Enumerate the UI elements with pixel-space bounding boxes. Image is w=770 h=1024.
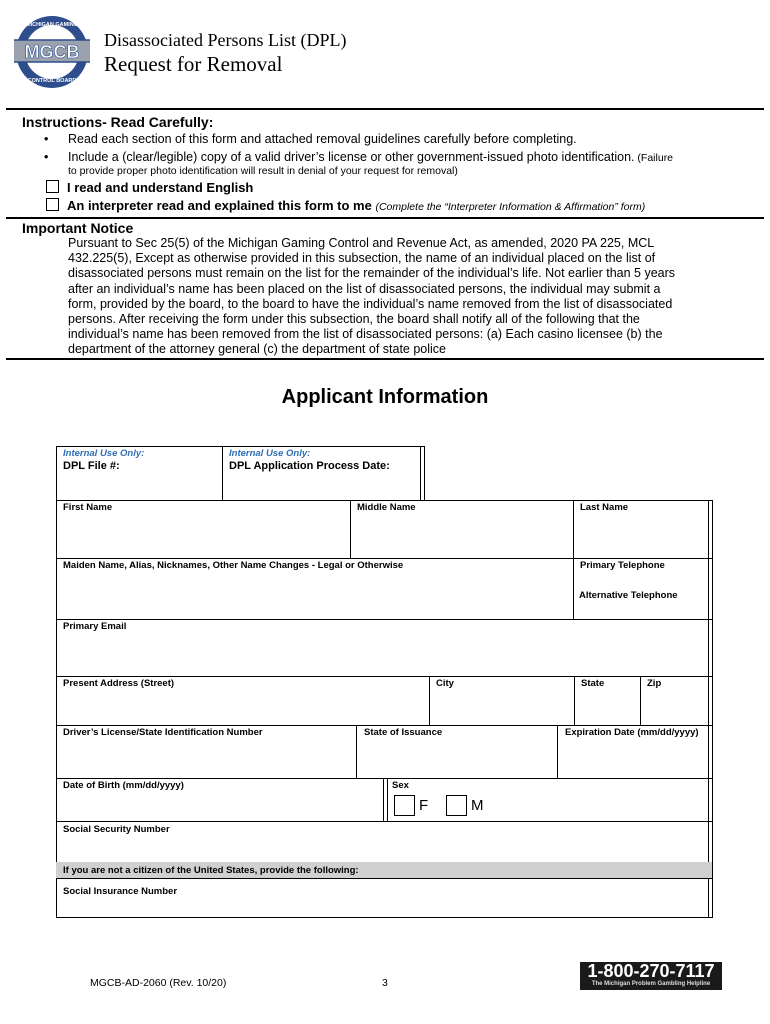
interpreter-checkbox[interactable] [46,198,59,211]
row-line [56,821,713,822]
bullet-text: Read each section of this form and attached removal guidelines carefully before completing. [68,132,577,146]
dpl-process-date-label: DPL Application Process Date: [229,460,390,472]
col-line [574,676,575,725]
state-issuance-label: State of Issuance [364,727,443,738]
english-checkbox[interactable] [46,180,59,193]
notice-line: persons. After receiving the form under this subsection, the board shall notify all of the following that the [68,312,640,327]
first-name-label: First Name [63,502,113,513]
col-line [350,500,351,558]
instructions-divider [6,217,764,219]
city-label: City [436,678,454,689]
col-line [383,778,384,821]
dpl-file-label: DPL File #: [63,460,120,472]
zip-label: Zip [647,678,662,689]
notice-heading: Important Notice [22,220,134,236]
citizen-note: If you are not a citizen of the United States, provide the following: [63,865,359,876]
bullet-glyph: • [44,150,49,164]
mgcb-logo [14,14,90,90]
notice-line: disassociated persons must remain on the list for the remainder of the individual’s life. Not earlier than 5 years [68,266,676,281]
form-left-border [56,446,57,918]
address-label: Present Address (Street) [63,678,175,689]
helpline-badge [580,962,722,990]
row-line [56,619,713,620]
internal-right-border [420,446,421,500]
maiden-name-label: Maiden Name, Alias, Nicknames, Other Name Changes - Legal or Otherwise [63,560,404,571]
row-line [56,778,713,779]
logo-main-text: MGCB [24,42,80,62]
col-line [557,725,558,778]
col-line [640,676,641,725]
bullet-note: (Failure [634,152,674,164]
form-bottom-border [56,917,713,918]
row-line [56,558,713,559]
notice-line: individual’s name has been removed from the list of disassociated persons: (a) Each casino licensee (b) the [68,327,663,342]
logo-bottom-text: CONTROL BOARD [27,78,77,84]
bullet-glyph: • [44,132,49,146]
col-line [356,725,357,778]
primary-phone-label: Primary Telephone [580,560,665,571]
form-id: MGCB-AD-2060 (Rev. 10/20) [90,977,227,989]
header-divider [6,108,764,110]
interpreter-note: (Complete the “Interpreter Information & Affirmation” form) [375,201,646,213]
notice-line: form, provided by the board, to the board to have the individual’s name removed from the list of disassociated [68,296,673,311]
notice-text [68,236,708,358]
row-line [56,878,713,879]
sex-m-checkbox[interactable] [446,795,467,816]
page-number: 3 [382,977,388,989]
ssn-label: Social Security Number [63,824,170,835]
bullet-text: Include a (clear/legible) copy of a valid driver’s license or other government-issued photo identification. [68,150,635,164]
row-line [56,725,713,726]
bullet-note-cont: to provide proper photo identification will result in denial of your request for removal) [68,165,458,177]
dob-label: Date of Birth (mm/dd/yyyy) [63,780,184,791]
logo-top-text: MICHIGAN GAMING [26,22,78,28]
col-line [573,500,574,619]
form-title: Disassociated Persons List (DPL) [104,30,347,50]
form-right-border-double [712,500,713,918]
alt-phone-label: Alternative Telephone [579,590,678,601]
last-name-label: Last Name [580,502,629,513]
sex-f-label: F [419,797,429,814]
form-right-border [708,500,709,918]
english-checkbox-label: I read and understand English [67,180,254,195]
row-line [56,676,713,677]
helpline-label: The Michigan Problem Gambling Helpline [591,981,711,987]
middle-name-label: Middle Name [357,502,416,513]
instructions-heading: Instructions- Read Carefully: [22,114,214,130]
internal-use-label: Internal Use Only: [63,448,145,459]
sex-f-checkbox[interactable] [394,795,415,816]
state-label: State [581,678,605,689]
form-subtitle: Request for Removal [104,52,283,76]
col-line-double [387,778,388,821]
english-checkbox-row[interactable] [46,180,253,195]
sex-label: Sex [392,780,409,791]
notice-line: department of the attorney general (c) the department of state police [68,342,446,357]
interpreter-checkbox-row[interactable] [46,198,645,213]
expiration-label: Expiration Date (mm/dd/yyyy) [565,727,699,738]
internal-use-label-2: Internal Use Only: [229,448,311,459]
notice-line: after an individual’s name has been placed on the list of disassociated persons, the individual may submit a [68,281,661,296]
section-title: Applicant Information [281,386,489,408]
sex-m-label: M [471,797,484,814]
col-line [429,676,430,725]
primary-email-label: Primary Email [63,621,127,632]
interpreter-checkbox-label: An interpreter read and explained this form to me [67,198,372,213]
internal-top-border [56,446,424,447]
internal-right-border-double [424,446,425,500]
instruction-bullet-2 [44,150,744,180]
notice-line: 432.225(5), Except as otherwise provided in this subsection, the name of an individual placed on the list of [68,251,656,266]
notice-line: Pursuant to Sec 25(5) of the Michigan Gaming Control and Revenue Act, as amended, 2020 PA 225, MCL [68,236,655,250]
sin-label: Social Insurance Number [63,886,178,897]
helpline-number: 1-800-270-7117 [587,961,715,981]
internal-divider [222,446,223,500]
notice-divider [6,358,764,360]
row-line [56,500,713,501]
license-label: Driver’s License/State Identification Number [63,727,263,738]
